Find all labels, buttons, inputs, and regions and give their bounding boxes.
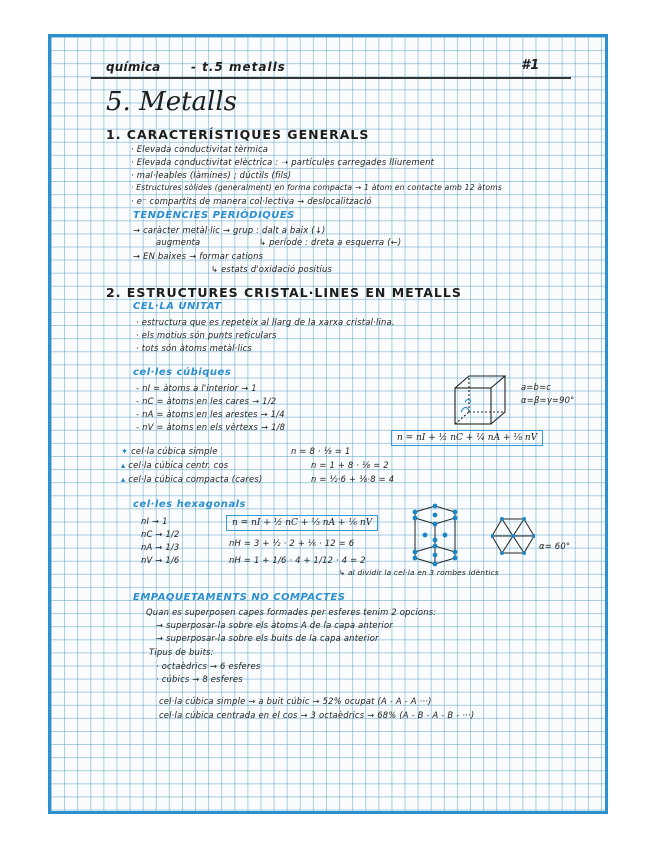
- hex-calc-note: ↳ al dividir la cel·la en 3 rombes idèntics: [339, 568, 499, 577]
- hex-formula-box: n = nI + ½ nC + ⅓ nA + ⅙ nV: [226, 515, 378, 531]
- hex-def-edges: nA → 1/3: [141, 542, 180, 552]
- unit-cell-heading: CEL·LA UNITAT: [133, 301, 222, 312]
- cubic-cells-heading: cel·les cúbiques: [133, 367, 232, 378]
- cube-diagram: [451, 372, 511, 432]
- notebook-page: [48, 34, 608, 814]
- trend-metallic-increases: augmenta: [156, 237, 201, 247]
- unit-cell-bullet-2: · els motius són punts reticulars: [136, 330, 277, 340]
- section3-option-2: → superposar-la sobre els buits de la capa anterior: [156, 633, 379, 643]
- header-chapter: - t.5 metalls: [191, 60, 286, 74]
- periodic-trends-heading: TENDÈNCIES PERIÒDIQUES: [133, 210, 295, 221]
- hex-def-interior: nI → 1: [141, 516, 168, 526]
- section1-bullet-3: · mal·leables (làmines) ; dúctils (fils): [131, 170, 292, 180]
- trend-metallic-character: → caràcter metàl·lic → grup : dalt a baix (↓): [133, 225, 326, 235]
- cubic-type-3-label: cel·la cúbica compacta (cares): [128, 474, 263, 484]
- cubic-type-2-label: cel·la cúbica centr. cos: [128, 460, 229, 470]
- section1-bullet-5: · e⁻ compartits de manera col·lectiva → deslocalització: [131, 196, 372, 206]
- cubic-formula-box: n = nI + ½ nC + ¼ nA + ⅛ nV: [391, 430, 543, 446]
- cubic-type-2-name: ▴ cel·la cúbica centr. cos: [121, 460, 229, 470]
- packing-bcc: cel·la cúbica centrada en el cos → 3 octaèdrics → 68% (A - B - A - B - ···): [159, 710, 475, 720]
- cubic-type-3-calc: n = ½·6 + ⅛·8 = 4: [311, 474, 395, 484]
- header-subject: química: [106, 60, 161, 74]
- hex-calc-1: nH = 3 + ½ · 2 + ⅙ · 12 = 6: [229, 538, 355, 548]
- void-octahedral: · octaèdrics → 6 esferes: [156, 661, 261, 671]
- cubic-type-2-calc: n = 1 + 8 · ⅛ = 2: [311, 460, 389, 470]
- unit-cell-bullet-3: · tots són àtoms metàl·lics: [136, 343, 252, 353]
- hex-def-vertices: nV → 1/6: [141, 555, 180, 565]
- section1-heading: 1. CARACTERÍSTIQUES GENERALS: [106, 127, 370, 142]
- cubic-type-1-calc: n = 8 · ⅛ = 1: [291, 446, 351, 456]
- trend-en-low: → EN baixes → formar cations: [133, 251, 264, 261]
- cubic-type-1-label: cel·la cúbica simple: [131, 446, 218, 456]
- void-cubic: · cúbics → 8 esferes: [156, 674, 243, 684]
- cubic-def-faces: - nC = àtoms en les cares → 1/2: [136, 396, 277, 406]
- trend-period: ↳ període : dreta a esquerra (←): [259, 237, 402, 247]
- trend-oxidation-states: ↳ estats d'oxidació positius: [211, 264, 333, 274]
- section3-intro: Quan es superposen capes formades per esferes tenim 2 opcions:: [146, 607, 437, 617]
- hexagonal-prism-diagram: [403, 502, 468, 572]
- section1-bullet-4: · Estructures sòlides (generalment) en forma compacta → 1 àtom en contacte amb 12 àtoms: [131, 183, 502, 192]
- section1-bullet-2: · Elevada conductivitat elèctrica : ➝ partícules carregades lliurement: [131, 157, 435, 167]
- header-rule: [91, 77, 571, 79]
- cubic-def-interior: - nI = àtoms a l'interior → 1: [136, 383, 257, 393]
- section1-bullet-1: · Elevada conductivitat tèrmica: [131, 144, 269, 154]
- hex-def-faces: nC → 1/2: [141, 529, 180, 539]
- packing-simple-cubic: cel·la cúbica simple → a buit cúbic → 52% ocupat (A - A - A ···): [159, 696, 432, 706]
- hex-cells-heading: cel·les hexagonals: [133, 499, 246, 510]
- section3-option-1: → superposar-la sobre els àtoms A de la capa anterior: [156, 620, 393, 630]
- cube-angle-label: α=β=γ=90°: [521, 395, 575, 405]
- hex-angle-label: α= 60°: [539, 541, 571, 551]
- page-title: 5. Metalls: [106, 87, 238, 117]
- cubic-type-3-name: ▴ cel·la cúbica compacta (cares): [121, 474, 263, 484]
- cubic-def-edges: - nA = àtoms en les arestes → 1/4: [136, 409, 285, 419]
- header-page-number: #1: [521, 58, 540, 73]
- cube-edge-label: a=b=c: [521, 382, 552, 392]
- voids-title: Tipus de buits:: [149, 647, 214, 657]
- cubic-type-1-name: ✦ cel·la cúbica simple: [121, 446, 218, 456]
- unit-cell-bullet-1: · estructura que es repeteix al llarg de la xarxa cristal·lina.: [136, 317, 395, 327]
- section2-heading: 2. ESTRUCTURES CRISTAL·LINES EN METALLS: [106, 285, 462, 300]
- cubic-def-vertices: - nV = àtoms en els vèrtexs → 1/8: [136, 422, 286, 432]
- hexagon-top-view-diagram: [491, 517, 535, 555]
- hex-calc-2: nH = 1 + 1/6 · 4 + 1/12 · 4 = 2: [229, 555, 366, 565]
- section3-heading: EMPAQUETAMENTS NO COMPACTES: [133, 592, 346, 603]
